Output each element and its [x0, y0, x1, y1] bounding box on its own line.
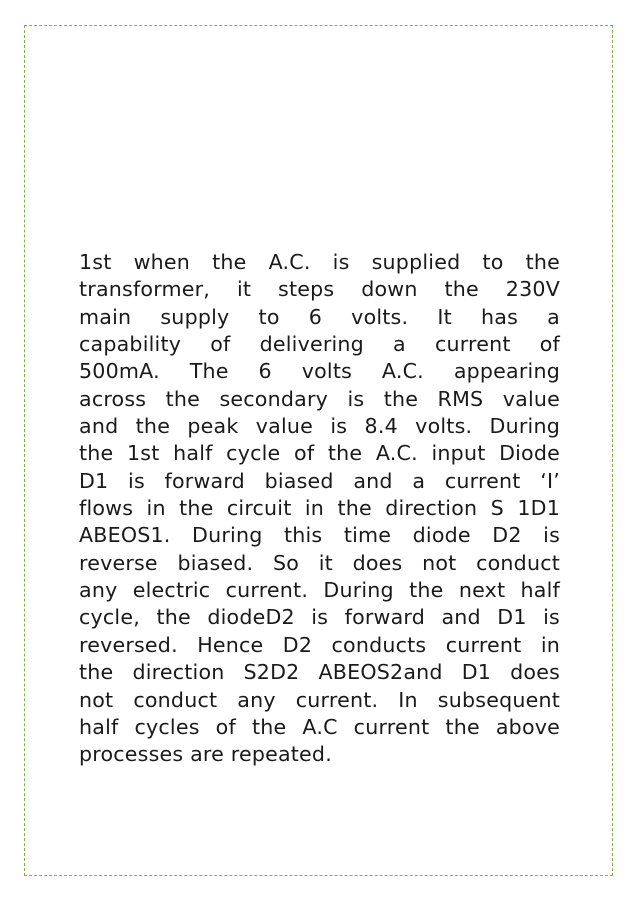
body-paragraph: [79, 249, 560, 769]
text-line: reverse biased. So it does not conduct: [79, 550, 560, 575]
text-line: any electric current. During the next half: [79, 578, 560, 603]
text-line: reversed. Hence D2 conducts current in: [79, 632, 560, 657]
text-line: D1 is forward biased and a current ‘I’: [79, 468, 560, 493]
text-line: 500mA. The 6 volts A.C. appearing: [79, 359, 560, 384]
text-line: across the secondary is the RMS value: [79, 386, 560, 411]
text-line: cycle, the diodeD2 is forward and D1 is: [79, 605, 560, 630]
text-line: transformer, it steps down the 230V: [79, 277, 560, 302]
text-line: capability of delivering a current of: [79, 332, 560, 357]
text-line: the 1st half cycle of the A.C. input Diode: [79, 441, 560, 466]
text-line: the direction S2D2 ABEOS2and D1 does: [79, 660, 560, 685]
text-line: flows in the circuit in the direction S 1D1: [79, 496, 560, 521]
text-line: ABEOS1. During this time diode D2 is: [79, 523, 560, 548]
text-line: main supply to 6 volts. It has a: [79, 304, 560, 329]
text-line: 1st when the A.C. is supplied to the: [79, 250, 560, 274]
text-line: and the peak value is 8.4 volts. During: [79, 414, 560, 439]
text-line: half cycles of the A.C current the above: [79, 714, 560, 739]
text-line: not conduct any current. In subsequent: [79, 687, 560, 712]
text-line: processes are repeated.: [79, 742, 332, 767]
